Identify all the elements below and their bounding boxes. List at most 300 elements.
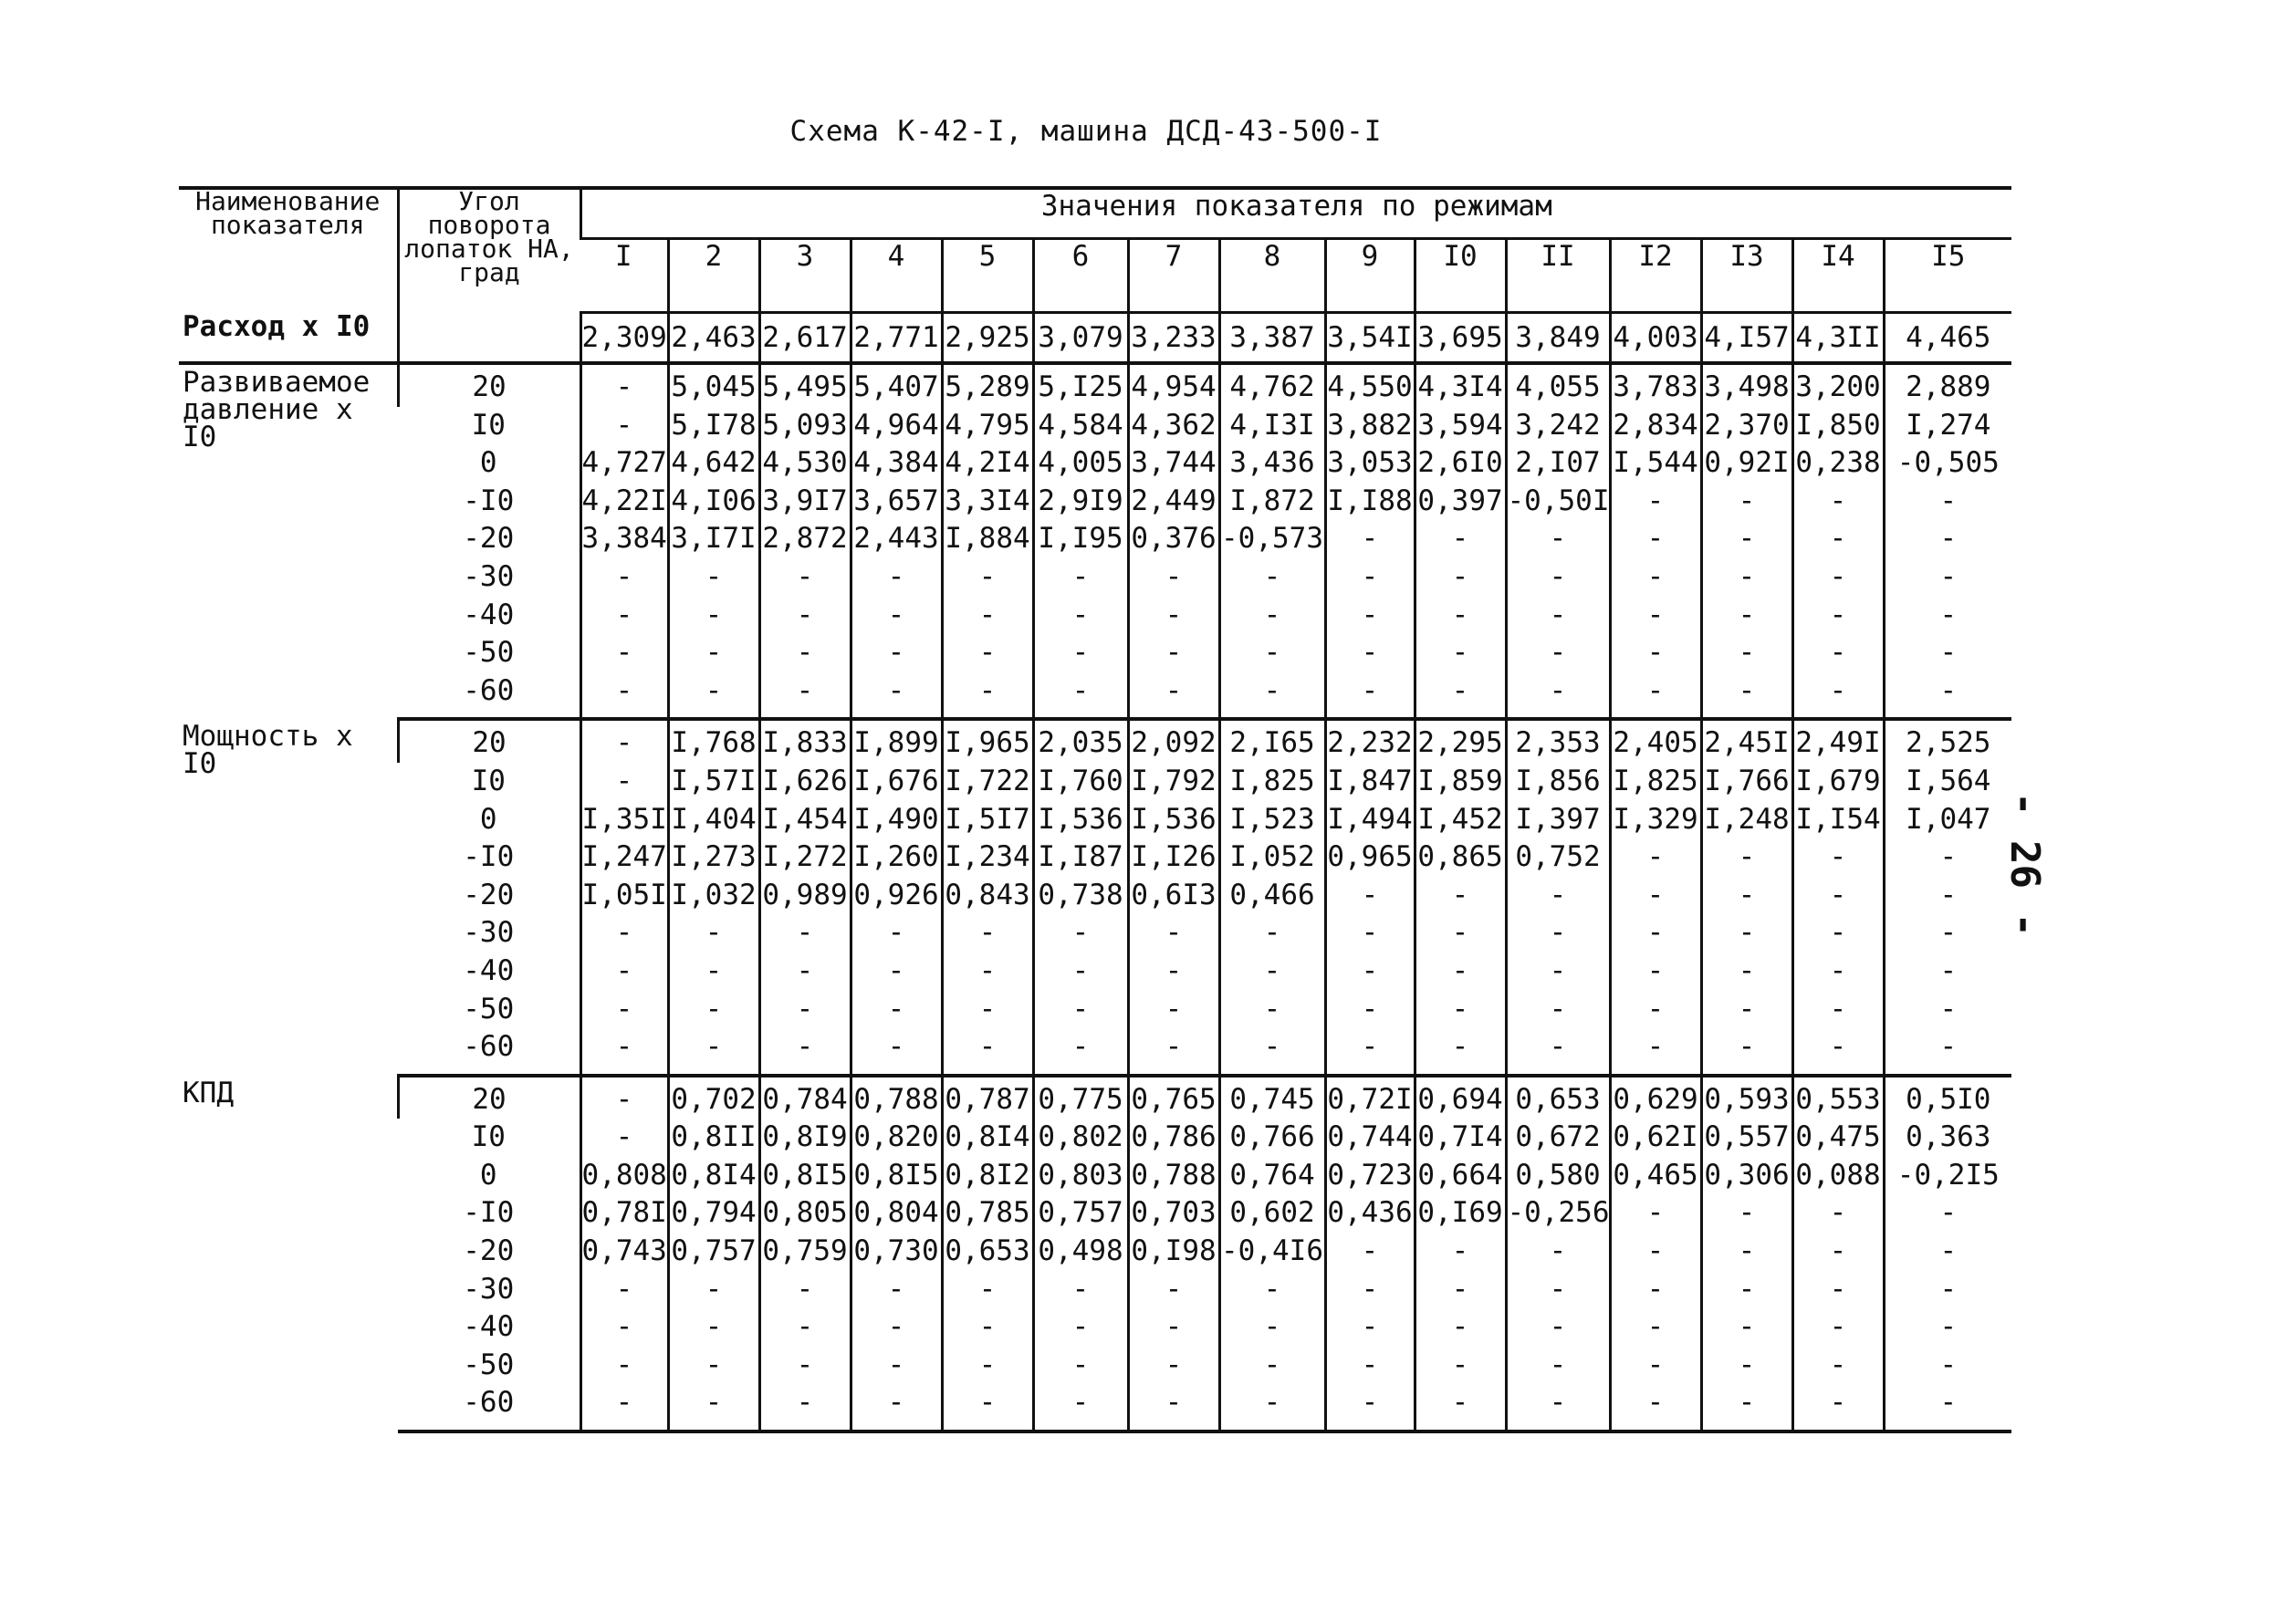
mode-header-cell: I5 — [1884, 239, 2011, 313]
table-cell: - — [1415, 914, 1506, 953]
table-cell: - — [668, 914, 759, 953]
table-cell: - — [1701, 953, 1792, 991]
table-cell: I,847 — [1325, 763, 1415, 801]
table-cell: - — [1884, 520, 2011, 558]
table-cell: 4,727 — [580, 444, 668, 483]
table-cell: - — [1325, 877, 1415, 915]
table-cell: 2,525 — [1884, 719, 2011, 763]
table-cell: 4,005 — [1033, 444, 1128, 483]
table-cell: 4,362 — [1128, 407, 1219, 445]
table-row — [179, 1233, 2011, 1271]
table-cell: I,536 — [1128, 801, 1219, 839]
table-cell: - — [1128, 672, 1219, 720]
table-cell: 3,498 — [1701, 363, 1792, 407]
table-cell: - — [1792, 483, 1884, 521]
table-cell: 2,889 — [1884, 363, 2011, 407]
table-cell: I,404 — [668, 801, 759, 839]
table-cell: 0,653 — [942, 1233, 1033, 1271]
table-cell: 0,466 — [1219, 877, 1325, 915]
table-cell: - — [580, 991, 668, 1029]
table-cell: I,872 — [1219, 483, 1325, 521]
table-cell: - — [1415, 597, 1506, 635]
table-cell: - — [1701, 1028, 1792, 1076]
table-cell: - — [1884, 1233, 2011, 1271]
table-cell: - — [1415, 1233, 1506, 1271]
table-cell: - — [668, 1271, 759, 1309]
table-cell: 3,079 — [1033, 313, 1128, 364]
table-cell: I,490 — [851, 801, 942, 839]
table-cell: - — [759, 558, 851, 597]
angle-cell: -60 — [398, 1028, 580, 1076]
values-column-header: Значения показателя по режимам — [580, 188, 2011, 239]
angle-cell: -20 — [463, 522, 515, 556]
angle-cell: -40 — [463, 1310, 515, 1344]
table-cell: 0,672 — [1506, 1119, 1610, 1157]
table-cell: 4,055 — [1506, 363, 1610, 407]
table-cell: - — [1219, 991, 1325, 1029]
table-cell: 4,465 — [1884, 313, 2011, 364]
table-cell: 5,093 — [759, 407, 851, 445]
table-cell: - — [759, 1347, 851, 1385]
table-cell: 2,443 — [851, 520, 942, 558]
table-cell: - — [580, 363, 668, 407]
table-cell: - — [851, 634, 942, 672]
table-cell: 0,752 — [1506, 838, 1610, 877]
table-cell: I,825 — [1610, 763, 1701, 801]
mode-header-cell: 6 — [1033, 239, 1128, 313]
table-cell: - — [1884, 1384, 2011, 1431]
table-cell: 3,053 — [1325, 444, 1415, 483]
mode-header-cell: 5 — [942, 239, 1033, 313]
table-cell: - — [1415, 991, 1506, 1029]
table-cell: 3,783 — [1610, 363, 1701, 407]
table-cell: 0,7I4 — [1415, 1119, 1506, 1157]
table-cell: - — [1506, 914, 1610, 953]
angle-cell: 0 — [479, 446, 497, 480]
table-cell: 4,I06 — [668, 483, 759, 521]
angle-cell: -I0 — [463, 1196, 515, 1230]
table-cell: - — [759, 1028, 851, 1076]
table-cell: - — [1325, 558, 1415, 597]
table-cell: - — [668, 1384, 759, 1431]
table-cell: I,899 — [851, 719, 942, 763]
table-row — [179, 719, 2011, 763]
table-cell: - — [1325, 1384, 1415, 1431]
table-cell: - — [1033, 991, 1128, 1029]
table-cell: - — [1610, 1271, 1701, 1309]
table-cell: - — [1701, 672, 1792, 720]
table-cell: - — [1792, 953, 1884, 991]
table-cell: 3,233 — [1128, 313, 1219, 364]
table-row — [179, 483, 2011, 521]
table-cell: 0,989 — [759, 877, 851, 915]
table-cell: 0,759 — [759, 1233, 851, 1271]
table-cell: - — [580, 1271, 668, 1309]
indicator-name: КПД — [183, 1076, 234, 1109]
table-cell: - — [1792, 1384, 1884, 1431]
table-cell: 0,703 — [1128, 1194, 1219, 1233]
indicator-name: Развиваемое давление x I0 — [183, 366, 371, 453]
table-cell: - — [580, 597, 668, 635]
table-cell: I,494 — [1325, 801, 1415, 839]
table-cell: - — [580, 1308, 668, 1347]
flow-row — [179, 313, 2011, 364]
table-cell: 0,784 — [759, 1076, 851, 1119]
table-cell: - — [1033, 1271, 1128, 1309]
table-cell: - — [759, 1384, 851, 1431]
table-cell: I,564 — [1884, 763, 2011, 801]
table-cell: - — [1033, 597, 1128, 635]
table-cell: - — [1219, 1384, 1325, 1431]
table-cell: - — [1701, 1308, 1792, 1347]
table-cell: 0,92I — [1701, 444, 1792, 483]
table-cell: - — [580, 634, 668, 672]
angle-cell: -40 — [463, 598, 515, 631]
name-column-header: Наименование показателя — [179, 188, 398, 313]
table-cell: 0,802 — [1033, 1119, 1128, 1157]
table-cell: - — [1610, 953, 1701, 991]
angle-cell: -50 — [463, 992, 515, 1025]
table-cell: - — [580, 558, 668, 597]
mode-header-cell: 8 — [1219, 239, 1325, 313]
angle-cell: -I0 — [463, 840, 515, 874]
table-cell: 0,788 — [851, 1076, 942, 1119]
table-cell: - — [851, 1384, 942, 1431]
table-cell: - — [1701, 1194, 1792, 1233]
table-cell: - — [1701, 1271, 1792, 1309]
mode-header-cell: I4 — [1792, 239, 1884, 313]
table-cell: I,766 — [1701, 763, 1792, 801]
table-cell: 4,954 — [1128, 363, 1219, 407]
table-cell: I,I54 — [1792, 801, 1884, 839]
table-cell: - — [1219, 597, 1325, 635]
table-cell: - — [1415, 558, 1506, 597]
table-row — [179, 1384, 2011, 1431]
table-cell: - — [1219, 672, 1325, 720]
table-cell: 0,629 — [1610, 1076, 1701, 1119]
table-cell: 3,54I — [1325, 313, 1415, 364]
table-row — [179, 877, 2011, 915]
table-cell: 2,309 — [580, 313, 668, 364]
table-cell: - — [1415, 1271, 1506, 1309]
mode-header-cell: 7 — [1128, 239, 1219, 313]
table-cell: - — [580, 1076, 668, 1119]
table-cell: 0,436 — [1325, 1194, 1415, 1233]
table-cell: 3,849 — [1506, 313, 1610, 364]
table-cell: - — [1506, 1384, 1610, 1431]
table-cell: - — [851, 1271, 942, 1309]
table-cell: - — [1610, 483, 1701, 521]
table-cell: - — [1792, 914, 1884, 953]
table-cell: - — [1701, 1384, 1792, 1431]
table-cell: - — [1610, 520, 1701, 558]
table-cell: I,57I — [668, 763, 759, 801]
table-cell: 4,530 — [759, 444, 851, 483]
table-cell: - — [759, 597, 851, 635]
table-cell: - — [1325, 597, 1415, 635]
table-cell: - — [1610, 1308, 1701, 1347]
table-row — [179, 558, 2011, 597]
table-cell: - — [1506, 1233, 1610, 1271]
table-cell: 2,771 — [851, 313, 942, 364]
table-cell: 2,872 — [759, 520, 851, 558]
table-cell: - — [942, 597, 1033, 635]
table-row — [179, 363, 2011, 407]
table-cell: - — [1610, 597, 1701, 635]
table-row — [179, 520, 2011, 558]
table-cell: I,I95 — [1033, 520, 1128, 558]
table-cell: 0,757 — [1033, 1194, 1128, 1233]
table-cell: 0,743 — [580, 1233, 668, 1271]
table-cell: I,274 — [1884, 407, 2011, 445]
table-cell: 3,594 — [1415, 407, 1506, 445]
table-cell: - — [942, 1384, 1033, 1431]
table-cell: - — [1325, 634, 1415, 672]
table-cell: - — [1701, 520, 1792, 558]
table-cell: - — [668, 597, 759, 635]
angle-cell: -50 — [463, 1348, 515, 1381]
table-cell: 4,3II — [1792, 313, 1884, 364]
table-cell: 0,805 — [759, 1194, 851, 1233]
table-cell: 0,376 — [1128, 520, 1219, 558]
table-cell: I,I87 — [1033, 838, 1128, 877]
table-cell: I,272 — [759, 838, 851, 877]
table-cell: - — [1884, 1347, 2011, 1385]
table-cell: 0,602 — [1219, 1194, 1325, 1233]
table-cell: 2,370 — [1701, 407, 1792, 445]
table-cell: I,965 — [942, 719, 1033, 763]
angle-cell: -30 — [463, 1272, 515, 1306]
table-row — [179, 838, 2011, 877]
table-cell: - — [942, 1308, 1033, 1347]
table-cell: - — [580, 1347, 668, 1385]
table-cell: - — [1701, 597, 1792, 635]
table-cell: 3,9I7 — [759, 483, 851, 521]
table-cell: 3,384 — [580, 520, 668, 558]
table-row — [179, 1194, 2011, 1233]
table-cell: - — [1610, 914, 1701, 953]
table-cell: 2,834 — [1610, 407, 1701, 445]
table-cell: - — [942, 634, 1033, 672]
table-cell: - — [851, 597, 942, 635]
table-cell: I,052 — [1219, 838, 1325, 877]
table-cell: 2,49I — [1792, 719, 1884, 763]
table-cell: -0,256 — [1506, 1194, 1610, 1233]
table-cell: - — [580, 1119, 668, 1157]
mode-header-cell: 2 — [668, 239, 759, 313]
table-cell: I,792 — [1128, 763, 1219, 801]
table-cell: 2,405 — [1610, 719, 1701, 763]
table-cell: 0,498 — [1033, 1233, 1128, 1271]
angle-cell: I0 — [471, 408, 506, 442]
table-cell: - — [942, 1347, 1033, 1385]
flow-angle — [398, 313, 580, 364]
table-cell: 4,964 — [851, 407, 942, 445]
table-cell: 2,295 — [1415, 719, 1506, 763]
table-cell: - — [1884, 953, 2011, 991]
table-cell: 4,584 — [1033, 407, 1128, 445]
table-cell: - — [1325, 953, 1415, 991]
table-cell: 0,8I5 — [759, 1157, 851, 1195]
table-cell: I,329 — [1610, 801, 1701, 839]
table-cell: I,676 — [851, 763, 942, 801]
table-cell: - — [1219, 1347, 1325, 1385]
table-cell: - — [1325, 1308, 1415, 1347]
table-cell: - — [1792, 991, 1884, 1029]
table-cell: 3,882 — [1325, 407, 1415, 445]
table-cell: -0,4I6 — [1219, 1233, 1325, 1271]
table-cell: - — [942, 672, 1033, 720]
table-cell: - — [1415, 1384, 1506, 1431]
table-cell: - — [1701, 558, 1792, 597]
table-cell: 0,I69 — [1415, 1194, 1506, 1233]
table-cell: - — [580, 719, 668, 763]
table-cell: - — [1415, 1308, 1506, 1347]
table-cell: - — [1506, 1028, 1610, 1076]
table-cell: I,273 — [668, 838, 759, 877]
table-cell: - — [1610, 877, 1701, 915]
mode-header-cell: I3 — [1701, 239, 1792, 313]
table-cell: - — [668, 1308, 759, 1347]
table-cell: 0,764 — [1219, 1157, 1325, 1195]
table-cell: - — [1128, 991, 1219, 1029]
table-cell: - — [851, 1028, 942, 1076]
table-cell: 0,843 — [942, 877, 1033, 915]
table-cell: - — [1219, 1308, 1325, 1347]
table-cell: - — [1219, 1028, 1325, 1076]
table-cell: - — [1325, 1028, 1415, 1076]
table-cell: - — [1415, 1347, 1506, 1385]
table-cell: 0,723 — [1325, 1157, 1415, 1195]
table-cell: 2,I65 — [1219, 719, 1325, 763]
table-cell: - — [1325, 520, 1415, 558]
table-cell: - — [1415, 520, 1506, 558]
indicator-name: Мощность x I0 — [183, 720, 353, 781]
table-cell: - — [1701, 483, 1792, 521]
mode-header-cell: 3 — [759, 239, 851, 313]
table-cell: - — [1884, 838, 2011, 877]
table-cell: - — [759, 914, 851, 953]
indicator-group — [179, 363, 2011, 719]
angle-cell: -30 — [463, 559, 515, 593]
table-cell: 0,8I4 — [668, 1157, 759, 1195]
table-cell: 2,925 — [942, 313, 1033, 364]
table-cell: 0,787 — [942, 1076, 1033, 1119]
table-cell: - — [1128, 953, 1219, 991]
table-cell: - — [1884, 597, 2011, 635]
table-cell: - — [580, 672, 668, 720]
table-cell: - — [1033, 634, 1128, 672]
table-cell: - — [1128, 558, 1219, 597]
table-cell: I,032 — [668, 877, 759, 915]
table-cell: - — [1415, 1028, 1506, 1076]
table-cell: 0,653 — [1506, 1076, 1610, 1119]
table-cell: - — [942, 1271, 1033, 1309]
table-cell: 0,088 — [1792, 1157, 1884, 1195]
table-cell: I,626 — [759, 763, 851, 801]
table-cell: 4,642 — [668, 444, 759, 483]
table-cell: 0,785 — [942, 1194, 1033, 1233]
table-cell: - — [1792, 1194, 1884, 1233]
table-cell: 0,926 — [851, 877, 942, 915]
table-cell: - — [668, 672, 759, 720]
table-cell: - — [1701, 634, 1792, 672]
table-row — [179, 634, 2011, 672]
table-cell: - — [1033, 558, 1128, 597]
table-cell: 0,965 — [1325, 838, 1415, 877]
table-cell: - — [1033, 1308, 1128, 1347]
angle-cell: -40 — [463, 953, 515, 987]
table-cell: - — [668, 1028, 759, 1076]
angle-cell: -60 — [398, 672, 580, 720]
angle-cell: -60 — [398, 1384, 580, 1431]
table-cell: 0,580 — [1506, 1157, 1610, 1195]
table-cell: 0,744 — [1325, 1119, 1415, 1157]
table-cell: - — [1128, 1028, 1219, 1076]
table-cell: - — [580, 953, 668, 991]
table-cell: I,35I — [580, 801, 668, 839]
table-cell: I,I88 — [1325, 483, 1415, 521]
table-cell: 0,62I — [1610, 1119, 1701, 1157]
table-cell: - — [1884, 1271, 2011, 1309]
table-cell: - — [1325, 1347, 1415, 1385]
angle-cell: -20 — [463, 1234, 515, 1268]
table-cell: 4,003 — [1610, 313, 1701, 364]
mode-header-cell: I — [580, 239, 668, 313]
table-cell: - — [1325, 1233, 1415, 1271]
table-cell: - — [942, 953, 1033, 991]
table-cell: - — [668, 1347, 759, 1385]
table-cell: - — [942, 914, 1033, 953]
table-cell: - — [851, 991, 942, 1029]
table-cell: - — [1128, 1347, 1219, 1385]
table-cell: 0,788 — [1128, 1157, 1219, 1195]
table-cell: 0,775 — [1033, 1076, 1128, 1119]
table-cell: 0,702 — [668, 1076, 759, 1119]
table-cell: - — [1884, 914, 2011, 953]
table-cell: 0,8II — [668, 1119, 759, 1157]
table-cell: 0,363 — [1884, 1119, 2011, 1157]
table-cell: - — [1128, 1308, 1219, 1347]
table-row — [179, 1028, 2011, 1076]
table-cell: 0,8I5 — [851, 1157, 942, 1195]
table-cell: - — [1701, 1347, 1792, 1385]
table-cell: 4,550 — [1325, 363, 1415, 407]
table-cell: 0,593 — [1701, 1076, 1792, 1119]
table-cell: - — [668, 953, 759, 991]
table-cell: 4,I57 — [1701, 313, 1792, 364]
table-cell: - — [1415, 877, 1506, 915]
table-cell: - — [1506, 520, 1610, 558]
table-cell: - — [1792, 877, 1884, 915]
table-cell: - — [1325, 1271, 1415, 1309]
table-cell: - — [668, 634, 759, 672]
table-cell: I,536 — [1033, 801, 1128, 839]
table-cell: 5,I78 — [668, 407, 759, 445]
table-cell: - — [851, 914, 942, 953]
mode-header-cell: 9 — [1325, 239, 1415, 313]
table-cell: 4,762 — [1219, 363, 1325, 407]
table-cell: - — [1610, 1347, 1701, 1385]
table-cell: 4,2I4 — [942, 444, 1033, 483]
table-cell: - — [1415, 634, 1506, 672]
table-cell: 2,9I9 — [1033, 483, 1128, 521]
table-cell: - — [1610, 991, 1701, 1029]
table-cell: - — [1506, 953, 1610, 991]
table-cell: - — [1033, 1384, 1128, 1431]
table-cell: - — [851, 558, 942, 597]
table-cell: I,454 — [759, 801, 851, 839]
